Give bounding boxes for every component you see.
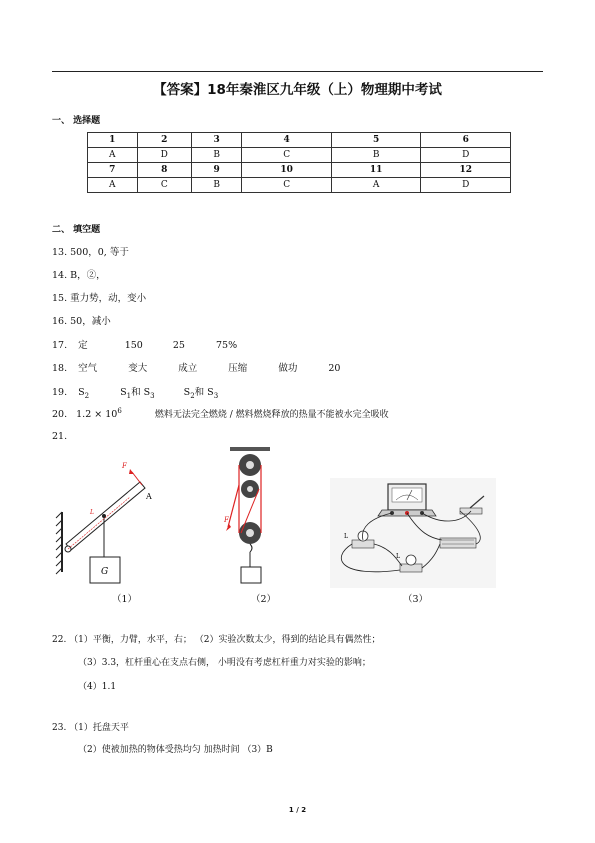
answer-22-line2: （3）3.3，杠杆重心在支点右侧， 小明没有考虑杠杆重力对实验的影响； bbox=[78, 658, 371, 668]
answer-23-line2: （2）使被加热的物体受热均匀 加热时间 （3）B bbox=[78, 745, 273, 755]
table-cell: D bbox=[421, 148, 511, 163]
table-row bbox=[88, 148, 511, 163]
answer-table bbox=[87, 132, 511, 193]
point-a-label: A bbox=[146, 492, 152, 501]
table-cell: C bbox=[242, 178, 332, 193]
table-cell: 9 bbox=[191, 163, 241, 178]
table-row bbox=[88, 178, 511, 193]
answer-19: 19. $S_2$ $S_1$和 $S_3$ $S_2$和 $S_3$ bbox=[52, 387, 219, 400]
section-choice-heading: 一、 选择题 bbox=[52, 116, 101, 126]
caption-2: （2） bbox=[251, 594, 277, 605]
table-cell: 7 bbox=[88, 163, 138, 178]
caption-3: （3） bbox=[403, 594, 429, 605]
table-cell: 2 bbox=[137, 133, 191, 148]
table-cell: B bbox=[191, 178, 241, 193]
table-row bbox=[88, 133, 511, 148]
answer-16: 16. 50，减小 bbox=[52, 316, 111, 327]
lever-weight-label: G bbox=[101, 567, 109, 577]
pulley-figure bbox=[222, 445, 282, 585]
table-cell: A bbox=[331, 178, 421, 193]
table-cell: 11 bbox=[331, 163, 421, 178]
lamp1-label: L bbox=[344, 533, 348, 540]
circuit-figure bbox=[330, 478, 496, 588]
table-cell: 8 bbox=[137, 163, 191, 178]
table-cell: D bbox=[421, 178, 511, 193]
pulley-force-label: F bbox=[224, 516, 229, 524]
answer-23-line1: 23. （1）托盘天平 bbox=[52, 723, 129, 733]
answer-20: 20. $1.2 \times 10^6$ 燃料无法完全燃烧 / 燃料燃烧释放的热量不能被水完全吸收 bbox=[52, 407, 389, 421]
table-cell: B bbox=[191, 148, 241, 163]
table-cell: 1 bbox=[88, 133, 138, 148]
arm-label: L bbox=[90, 509, 94, 516]
answer-18: 18. 空气 变大 成立 压缩 做功 20 bbox=[52, 363, 341, 374]
table-cell: A bbox=[88, 148, 138, 163]
table-cell: 6 bbox=[421, 133, 511, 148]
force-label: F bbox=[122, 462, 127, 470]
answer-14: 14. B，②， bbox=[52, 270, 106, 281]
table-cell: 12 bbox=[421, 163, 511, 178]
answer-22-line3: （4）1.1 bbox=[78, 682, 117, 692]
table-cell: D bbox=[137, 148, 191, 163]
top-rule bbox=[52, 71, 543, 72]
page-title: 【答案】18年秦淮区九年级（上）物理期中考试 bbox=[153, 82, 442, 98]
table-cell: A bbox=[88, 178, 138, 193]
table-row bbox=[88, 163, 511, 178]
table-cell: 3 bbox=[191, 133, 241, 148]
answer-17: 17. 定 150 25 75% bbox=[52, 340, 238, 351]
answer-22-line1: 22. （1）平衡，力臂，水平，右； （2）实验次数太少，得到的结论具有偶然性； bbox=[52, 635, 381, 645]
lever-figure bbox=[54, 452, 164, 587]
table-cell: 5 bbox=[331, 133, 421, 148]
table-cell: C bbox=[242, 148, 332, 163]
section-fill-heading: 二、 填空题 bbox=[52, 225, 101, 235]
page-number: 1 / 2 bbox=[288, 806, 307, 814]
answer-13: 13. 500，0, 等于 bbox=[52, 247, 129, 258]
table-cell: B bbox=[331, 148, 421, 163]
lamp2-label: L bbox=[396, 553, 400, 560]
table-cell: 10 bbox=[242, 163, 332, 178]
answer-21: 21. bbox=[52, 431, 68, 442]
table-cell: 4 bbox=[242, 133, 332, 148]
table-cell: C bbox=[137, 178, 191, 193]
caption-1: （1） bbox=[112, 594, 138, 605]
answer-15: 15. 重力势，动，变小 bbox=[52, 293, 147, 304]
